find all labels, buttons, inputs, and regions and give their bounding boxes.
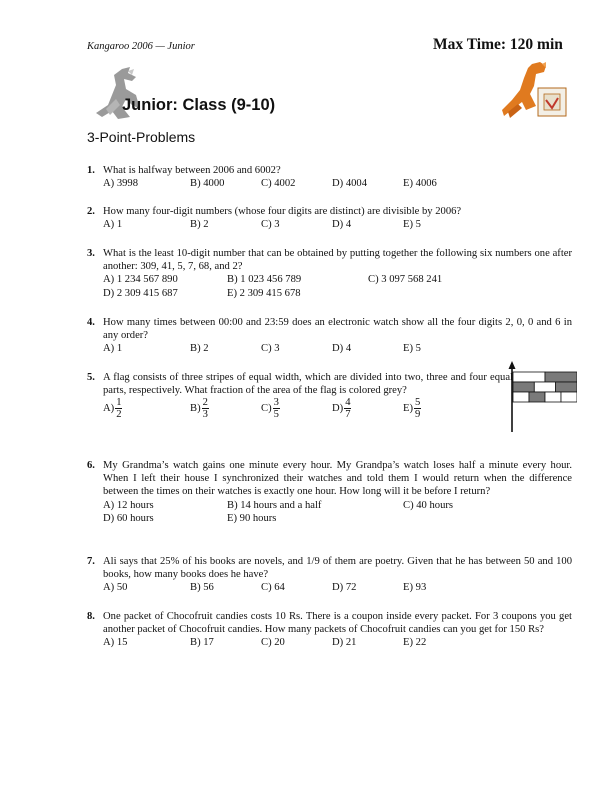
option-b: B) 2 <box>190 219 209 231</box>
option-label: B) <box>190 403 201 415</box>
flag-figure <box>507 360 577 432</box>
question-number: 6. <box>87 460 95 471</box>
option-d: D) 2 309 415 687 <box>103 287 178 299</box>
option-d: D) 21 <box>332 637 357 649</box>
option-label: C) <box>261 403 272 415</box>
option-c: C) 3 097 568 241 <box>368 274 443 286</box>
question-text: One packet of Chocofruit candies costs 10 Rs. There is a coupon inside every packet. For 3 coupons you get another packet of Chocofruit candies. How many packets of Chocofruit candies can you get for 150 Rs? <box>103 611 572 636</box>
option-d: D) 60 hours <box>103 512 154 524</box>
question-text: What is halfway between 2006 and 6002? <box>103 165 281 176</box>
fraction <box>414 397 421 420</box>
section-heading: 3-Point-Problems <box>87 129 196 145</box>
header-competition: Kangaroo 2006 — Junior <box>87 41 195 52</box>
option-c: C) 3 <box>261 343 280 355</box>
numerator: 4 <box>345 397 351 409</box>
option-a: A) 12 hours <box>103 499 154 511</box>
answer-options <box>103 177 572 190</box>
question-3 <box>87 247 572 300</box>
option-label: A) <box>103 403 115 415</box>
answer-options <box>103 218 572 231</box>
answer-options-row-1 <box>103 273 572 286</box>
answer-options <box>103 342 572 355</box>
answer-options-row-1 <box>103 499 572 512</box>
option-c: C) 64 <box>261 582 285 594</box>
question-text: How many four-digit numbers (whose four digits are distinct) are divisible by 2006? <box>103 206 462 217</box>
denominator: 2 <box>116 409 122 421</box>
option-e: E) 5 <box>403 343 421 355</box>
answer-options <box>103 397 572 427</box>
option-c: C) 3 <box>261 219 280 231</box>
question-text: How many times between 00:00 and 23:59 does an electronic watch show all the four digits 2, 0, 0 and 6 in any order? <box>103 317 572 342</box>
question-number: 1. <box>87 165 95 176</box>
fraction <box>344 397 351 420</box>
option-b <box>190 397 209 420</box>
option-d: D) 4 <box>332 343 352 355</box>
kangaroo-logo-orange <box>500 60 572 122</box>
question-number: 7. <box>87 556 95 567</box>
numerator: 3 <box>273 397 279 409</box>
option-a: A) 1 <box>103 343 123 355</box>
option-label: E) <box>403 403 413 415</box>
option-a: A) 1 234 567 890 <box>103 274 178 286</box>
option-b: B) 1 023 456 789 <box>227 274 302 286</box>
option-c <box>261 397 280 420</box>
question-number: 4. <box>87 317 95 328</box>
option-d <box>332 397 351 420</box>
option-e: E) 93 <box>403 582 427 594</box>
question-8 <box>87 610 572 650</box>
denominator: 7 <box>345 409 351 421</box>
option-d: D) 72 <box>332 582 357 594</box>
option-a: A) 15 <box>103 637 128 649</box>
question-text: Ali says that 25% of his books are novels, and 1/9 of them are poetry. Given that he has between 50 and 100 books, how many books does he have? <box>103 556 572 581</box>
answer-options <box>103 636 572 649</box>
option-d: D) 4 <box>332 219 352 231</box>
option-e: E) 2 309 415 678 <box>227 287 301 299</box>
numerator: 5 <box>415 397 421 409</box>
denominator: 5 <box>273 409 279 421</box>
question-text: What is the least 10-digit number that can be obtained by putting together the following six numbers one after another: 309, 41, 5, 7, 68, and 2? <box>103 248 572 273</box>
question-1 <box>87 164 572 190</box>
denominator: 9 <box>415 409 421 421</box>
fraction <box>273 397 280 420</box>
question-7 <box>87 555 572 595</box>
option-b: B) 2 <box>190 343 209 355</box>
option-e <box>403 397 421 420</box>
question-5 <box>87 371 572 427</box>
option-a <box>103 397 122 420</box>
answer-options <box>103 581 572 594</box>
option-b: B) 14 hours and a half <box>227 499 322 511</box>
option-e: E) 22 <box>403 637 427 649</box>
option-label: D) <box>332 403 344 415</box>
question-4 <box>87 316 572 356</box>
question-text: A flag consists of three stripes of equal width, which are divided into two, three and four equal parts, respectively. What fraction of the area of the flag is colored grey? <box>103 372 513 397</box>
option-c: C) 40 hours <box>403 499 454 511</box>
option-c: C) 20 <box>261 637 285 649</box>
answer-options-row-2 <box>103 512 572 525</box>
option-b: B) 17 <box>190 637 214 649</box>
numerator: 1 <box>116 397 122 409</box>
option-e: E) 4006 <box>403 178 437 190</box>
fraction <box>115 397 122 420</box>
question-6 <box>87 459 572 525</box>
option-b: B) 56 <box>190 582 214 594</box>
question-2 <box>87 205 572 231</box>
option-a: A) 50 <box>103 582 128 594</box>
header-max-time: Max Time: 120 min <box>433 36 563 53</box>
answer-options-row-2 <box>103 287 572 300</box>
option-c: C) 4002 <box>261 178 296 190</box>
option-a: A) 1 <box>103 219 123 231</box>
fraction <box>202 397 209 420</box>
option-a: A) 3998 <box>103 178 139 190</box>
question-number: 8. <box>87 611 95 622</box>
option-e: E) 90 hours <box>227 512 277 524</box>
option-e: E) 5 <box>403 219 421 231</box>
option-b: B) 4000 <box>190 178 225 190</box>
denominator: 3 <box>202 409 208 421</box>
question-text: My Grandma’s watch gains one minute every hour. My Grandpa’s watch loses half a minute every hour. When I left their house I synchronized their watches and told them I would return when the difference between the times on their watches is exactly one hour. How long will it be before I return? <box>103 460 572 498</box>
question-number: 5. <box>87 372 95 383</box>
option-d: D) 4004 <box>332 178 368 190</box>
question-number: 2. <box>87 206 95 217</box>
question-number: 3. <box>87 248 95 259</box>
numerator: 2 <box>202 397 208 409</box>
page-title: Junior: Class (9-10) <box>122 96 276 114</box>
